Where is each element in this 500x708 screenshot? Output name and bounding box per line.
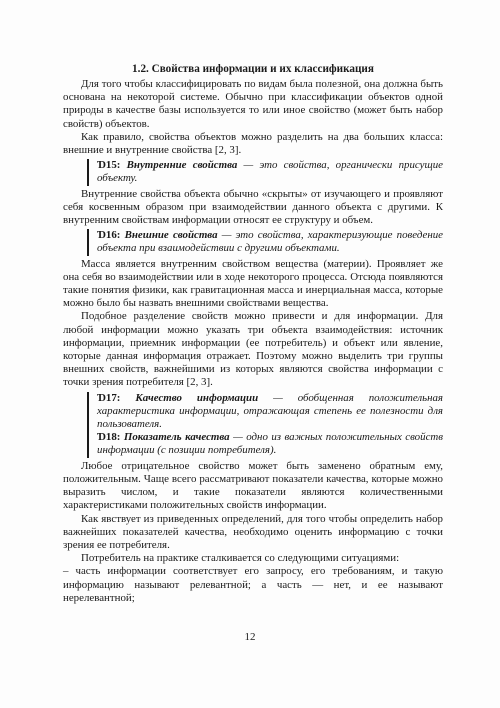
list-item: – часть информации соответствует его запросу, его требованиям, и такую информацию называют релевантной; а часть — нет, и ее называют нерелевантной; [63, 565, 443, 604]
paragraph: Потребитель на практике сталкивается со следующими ситуациями: [81, 552, 400, 565]
definition-label: Ɗ15: [97, 159, 121, 172]
definition-term: Качество информации [135, 391, 259, 404]
paragraph: Любое отрицательное свойство может быть заменено обратным ему, положительным. Чаще всего рассматривают показатели качества, которые можно выразить числом, и такие показатели являются количественными характеристиками положительных свойств информации. [63, 459, 443, 512]
paragraph: Внутренние свойства объекта обычно «скрыты» от изучающего и проявляют себя косвенным образом при взаимодействии данного объекта с другими. К внутренним свойствам информации относят ее структуру и объем. [63, 187, 443, 227]
definition-d17 [87, 392, 443, 458]
paragraph: Как явствует из приведенных определений, для того чтобы определить набор важнейших показателей качества, необходимо оценить информацию с точки зрения ее потребителя. [63, 512, 443, 551]
definition-text: — это свойства, органически присущие объекту. [97, 159, 444, 185]
definition-label: Ɗ18: [97, 431, 121, 444]
definition-text: — одно из важных положительных свойств информации (с позиции потребителя). [97, 431, 443, 457]
definition-text: — обобщенная положительная характеристика информации, отражающая степень ее полезности для пользователя. [97, 391, 443, 431]
definition-d15 [87, 159, 443, 185]
definition-term: Внутренние свойства [126, 159, 238, 172]
definition-text: — это свойства, характеризующие поведение объекта при взаимодействии с другими объектами. [97, 229, 443, 255]
definition-term: Показатель качества [123, 431, 230, 444]
paragraph: Подобное разделение свойств можно привести и для информации. Для любой информации можно указать три объекта взаимодействия: источник информации, приемник информации (ее потребитель) и объект или явление, которые данная информация отражает. Поэтому можно выделить три группы внешних свойств, важнейшими из которых являются свойства информации с точки зрения потребителя [2, 3]. [63, 310, 443, 389]
definition-label: Ɗ17: [97, 391, 121, 404]
page-content [63, 62, 443, 605]
section-heading: 1.2. Свойства информации и их классификация [132, 63, 374, 75]
paragraph: Масса является внутренним свойством вещества (материи). Проявляет же она себя во взаимодействии или в ходе некоторого процесса. Отсюда появляются такие понятия физики, как гравитационная масса и инерциальная масса, которые можно было бы назвать внешними свойствами вещества. [63, 257, 443, 310]
page-number: 12 [244, 631, 256, 643]
paragraph: Как правило, свойства объектов можно разделить на два больших класса: внешние и внутренние свойства [2, 3]. [63, 130, 443, 157]
definition-term: Внешние свойства [124, 229, 218, 242]
definition-d16 [87, 229, 443, 255]
definition-label: Ɗ16: [97, 229, 121, 242]
paragraph: Для того чтобы классифицировать по видам была полезной, она должна быть основана на некоторой системе. Обычно при классификации объектов одной природы в качестве базы используется то или иное свойство (может быть набор свойств) объектов. [63, 78, 443, 130]
